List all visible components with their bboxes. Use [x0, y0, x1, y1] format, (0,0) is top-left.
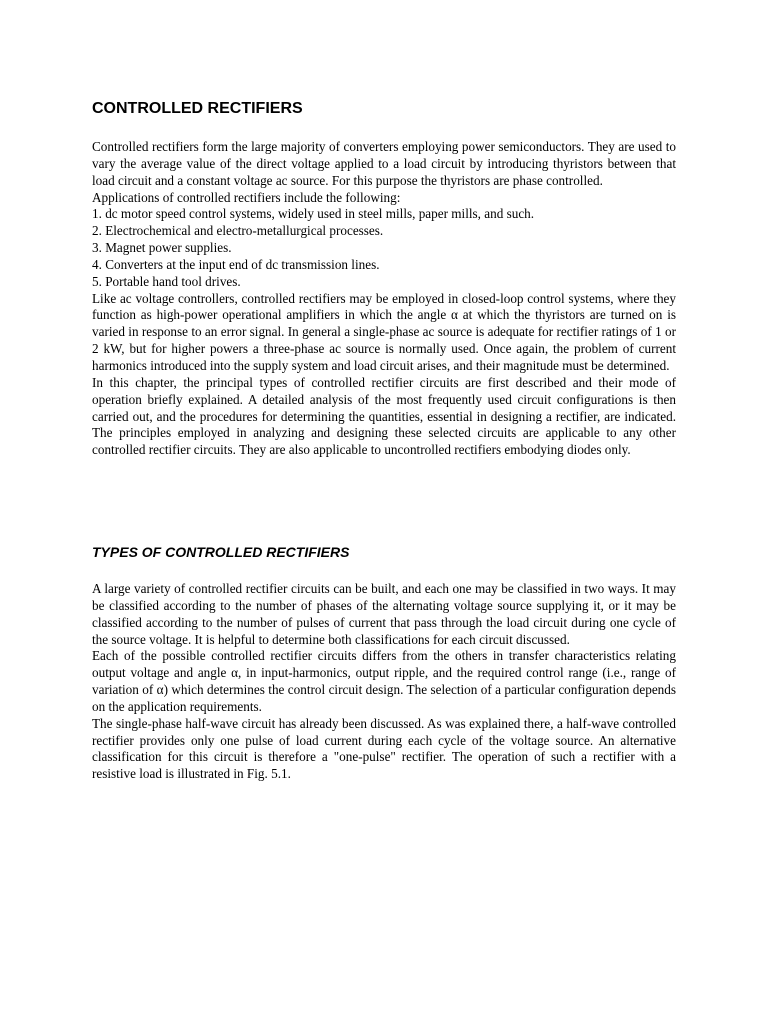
section-paragraph-1: A large variety of controlled rectifier circuits can be built, and each one may be classified in two ways. It may be classified according to the number of phases of the alternating voltage source supplying it, or it may be classified according to the number of pulses of current that pass through the load circuit during one cycle of the source voltage. It is helpful to determine both classifications for each circuit discussed. — [92, 581, 676, 647]
list-item: 1. dc motor speed control systems, widely used in steel mills, paper mills, and such. — [92, 206, 535, 222]
intro-paragraph-3: Like ac voltage controllers, controlled rectifiers may be employed in closed-loop control systems, where they function as high-power operational amplifiers in which the angle α at which the thyristors are turned on is varied in response to an error signal. In general a single-phase ac source is adequate for rectifier ratings of 1 or 2 kW, but for higher powers a three-phase ac source is normally used. Once again, the problem of current harmonics introduced into the supply system and load circuit arises, and their magnitude must be determined. — [92, 290, 676, 373]
intro-paragraph-2: Applications of controlled rectifiers include the following: — [92, 189, 401, 205]
intro-section — [92, 139, 676, 459]
list-item: 4. Converters at the input end of dc transmission lines. — [92, 256, 380, 272]
section-title: TYPES OF CONTROLLED RECTIFIERS — [92, 544, 350, 560]
section-paragraph-3: The single-phase half-wave circuit has already been discussed. As was explained there, a half-wave controlled rectifier provides only one pulse of load current during each cycle of the voltage source. An alternative classification for this circuit is therefore a "one-pulse" rectifier. The operation of such a rectifier with a resistive load is illustrated in Fig. 5.1. — [92, 715, 676, 782]
document-title: CONTROLLED RECTIFIERS — [92, 100, 303, 117]
types-section — [92, 581, 676, 783]
list-item: 3. Magnet power supplies. — [92, 240, 232, 256]
intro-paragraph-1: Controlled rectifiers form the large majority of converters employing power semiconductors. They are used to vary the average value of the direct voltage applied to a load circuit by introducing thyristors between that load circuit and a constant voltage ac source. For this purpose the thyristors are phase controlled. — [92, 139, 676, 188]
intro-paragraph-4: In this chapter, the principal types of controlled rectifier circuits are first described and their mode of operation briefly explained. A detailed analysis of the most frequently used circuit configurations is then carried out, and the procedures for determining the quantities, essential in designing a rectifier, are indicated. The principles employed in analyzing and designing these selected circuits are applicable to any other controlled rectifier circuits. They are also applicable to uncontrolled rectifiers embodying diodes only. — [92, 374, 676, 458]
list-item: 5. Portable hand tool drives. — [92, 273, 241, 289]
list-item: 2. Electrochemical and electro-metallurgical processes. — [92, 223, 384, 239]
section-paragraph-2: Each of the possible controlled rectifier circuits differs from the others in transfer characteristics relating output voltage and angle α, in input-harmonics, output ripple, and the required control range (i.e., range of variation of α) which determines the control circuit design. The selection of a particular configuration depends on the application requirements. — [92, 648, 676, 714]
